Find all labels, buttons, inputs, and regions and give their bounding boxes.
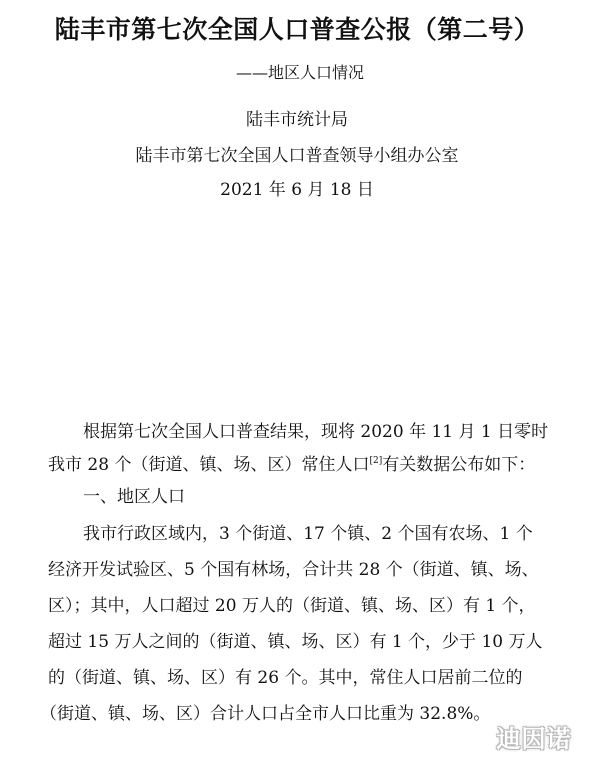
paragraph-line: 的（街道、镇、场、区）有 26 个。其中，常住人口居前二位的 — [48, 668, 523, 688]
paragraph-line: 区）；其中，人口超过 20 万人的（街道、镇、场、区）有 1 个， — [48, 596, 536, 616]
intro-line-2-tail: 有关数据公布如下： — [382, 455, 536, 475]
section-heading: 一、地区人口 — [83, 487, 185, 507]
paragraph-line: （街道、镇、场、区）合计人口占全市人口比重为 32.8%。 — [40, 704, 491, 724]
intro-line-1: 根据第七次全国人口普查结果，现将 2020 年 11 月 1 日零时 — [83, 422, 549, 442]
bulletin-subtitle: ——地区人口情况 — [236, 63, 365, 82]
intro-line-2-text: 我市 28 个（街道、镇、场、区）常住人口 — [48, 455, 370, 475]
issuer-office: 陆丰市第七次全国人口普查领导小组办公室 — [135, 146, 459, 166]
paragraph-line: 我市行政区域内，3 个街道、17 个镇、2 个国有农场、1 个 — [83, 524, 533, 544]
watermark-text: 迪因诺 — [496, 724, 572, 753]
paragraph-line: 经济开发试验区、5 个国有林场，合计共 28 个（街道、镇、场、 — [48, 560, 539, 580]
watermark — [488, 716, 580, 756]
intro-line-2 — [48, 453, 535, 477]
issuer-bureau: 陆丰市统计局 — [246, 110, 348, 130]
footnote-marker: [2] — [369, 456, 383, 466]
issue-date: 2021 年 6 月 18 日 — [220, 180, 374, 200]
bulletin-title: 陆丰市第七次全国人口普查公报（第二号） — [54, 15, 540, 44]
paragraph-line: 超过 15 万人之间的（街道、镇、场、区）有 1 个，少于 10 万人 — [48, 632, 543, 652]
